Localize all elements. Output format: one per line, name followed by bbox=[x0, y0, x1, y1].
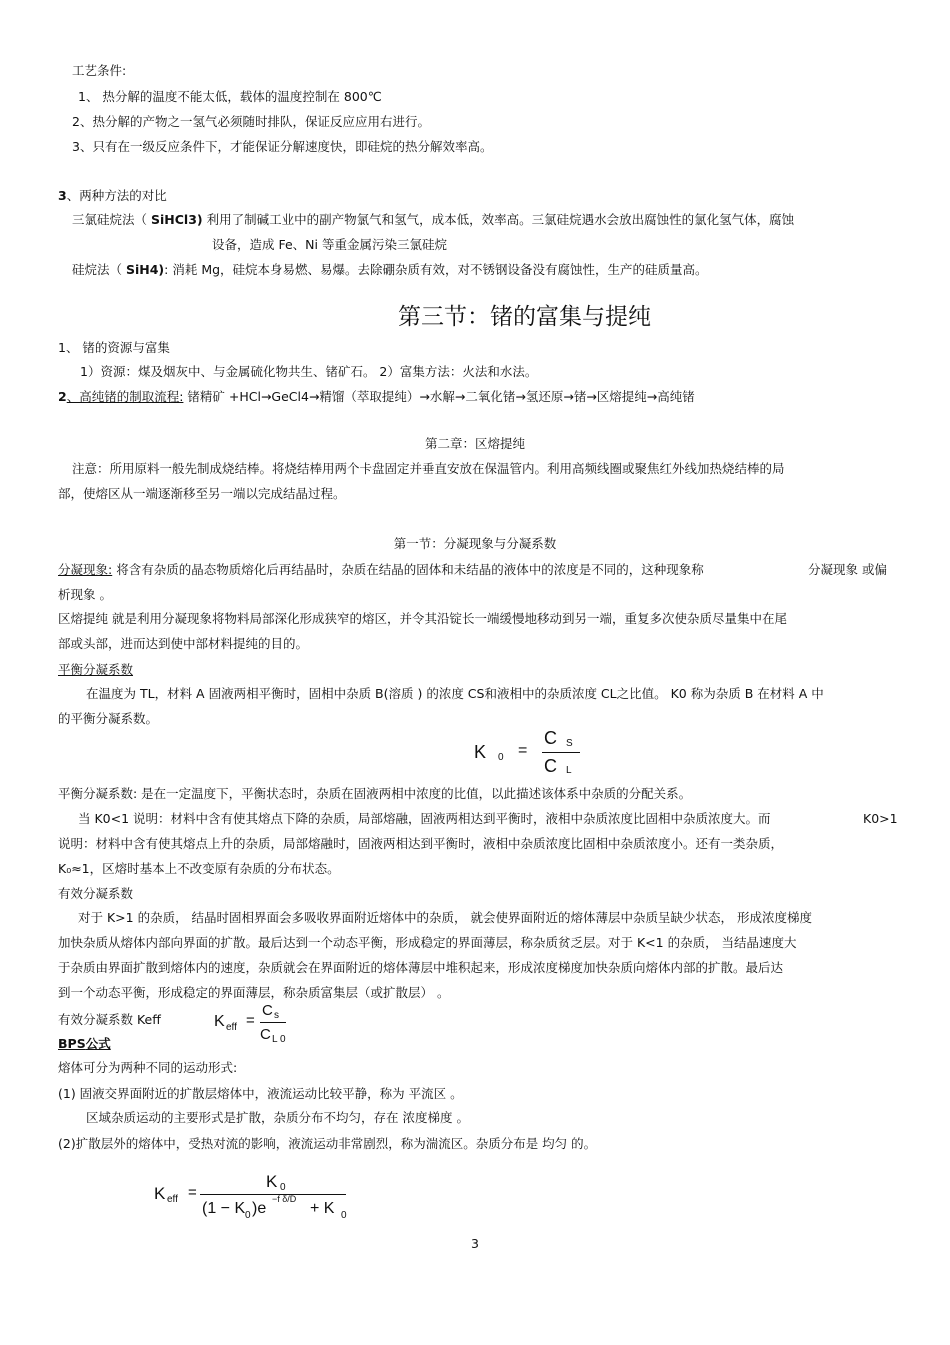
k0-approx-1: K₀≈1，区熔时基本上不改变原有杂质的分布状态。 bbox=[58, 861, 340, 876]
process-conditions-heading: 工艺条件: bbox=[72, 63, 127, 78]
condition-3: 3、只有在一级反应条件下，才能保证分解速度快，即硅烷的热分解效率高。 bbox=[72, 139, 493, 154]
high-purity-germanium-process: 2、高纯锗的制取流程: 锗精矿 +HCl→GeCl4→精馏（萃取提纯）→水解→二氧化锗→氢还原→锗→区熔提纯→高纯锗 bbox=[58, 389, 695, 404]
k0-formula: K 0 = C S C L bbox=[474, 728, 594, 778]
zone-refining-definition-cont: 部或头部，进而达到使中部材料提纯的目的。 bbox=[58, 636, 309, 651]
effective-coefficient-p4: 到一个动态平衡，形成稳定的界面薄层，称杂质富集层（或扩散层） 。 bbox=[58, 985, 450, 1000]
k0-greater-than-1-explanation: 说明：材料中含有使其熔点上升的杂质，局部熔融时，固液两相达到平衡时，液相中杂质浓度比固相中杂质浓度小。还有一类杂质， bbox=[58, 836, 784, 851]
effective-coefficient-p2: 加快杂质从熔体内部向界面的扩散。最后达到一个动态平衡，形成稳定的界面薄层，称杂质贫乏层。对于 K<1 的杂质， 当结晶速度大 bbox=[58, 935, 797, 950]
equilibrium-coefficient-heading: 平衡分凝系数 bbox=[58, 662, 134, 677]
note-paragraph-cont: 部，使熔区从一端逐渐移至另一端以完成结晶过程。 bbox=[58, 486, 346, 501]
bps-heading: BPS公式 bbox=[58, 1036, 111, 1051]
laminar-zone-cont: 区域杂质运动的主要形式是扩散，杂质分布不均匀，存在 浓度梯度 。 bbox=[86, 1110, 469, 1125]
keff-label: 有效分凝系数 Keff bbox=[58, 1012, 161, 1027]
keff-formula: K eff = C s C L 0 bbox=[214, 1002, 286, 1045]
equilibrium-coefficient-explanation: 平衡分凝系数: 是在一定温度下，平衡状态时，杂质在固液两相中浓度的比值，以此描述该体系中杂质的分配关系。 bbox=[58, 786, 692, 801]
page-number: 3 bbox=[471, 1236, 479, 1251]
effective-coefficient-p1: 对于 K>1 的杂质， 结晶时固相界面会多吸收界面附近熔体中的杂质， 就会使界面附近的熔体薄层中杂质呈缺少状态， 形成浓度梯度 bbox=[78, 910, 812, 925]
subsection-title: 第一节：分凝现象与分凝系数 bbox=[393, 536, 557, 551]
section-title: 第三节：锗的富集与提纯 bbox=[398, 304, 651, 330]
equilibrium-coefficient-definition: 在温度为 TL，材料 A 固液两相平衡时，固相中杂质 B(溶质 ) 的浓度 CS和液相中的杂质浓度 CL之比值。 K0 称为杂质 B 在材料 A 中 bbox=[86, 686, 824, 701]
silane-method: 硅烷法（ SiH4): 消耗 Mg，硅烷本身易燃、易爆。去除硼杂质有效，对不锈钢设备没有腐蚀性，生产的硅质量高。 bbox=[72, 262, 708, 277]
k0-less-than-1: 当 K0<1 说明：材料中含有使其熔点下降的杂质，局部熔融，固液两相达到平衡时，液相中杂质浓度比固相中杂质浓度大。而 bbox=[78, 811, 771, 826]
trichlorosilane-method: 三氯硅烷法（ SiHCl3) 利用了制碱工业中的副产物氯气和氢气，成本低，效率高。三氯硅烷遇水会放出腐蚀性的氯化氢气体，腐蚀 bbox=[72, 212, 795, 227]
segregation-definition: 分凝现象: 将含有杂质的晶态物质熔化后再结晶时，杂质在结晶的固体和未结晶的液体中的浓度是不同的，这种现象称 bbox=[58, 562, 704, 577]
segregation-term: 分凝现象 或偏 bbox=[808, 562, 887, 577]
note-paragraph: 注意：所用原料一般先制成烧结棒。将烧结棒用两个卡盘固定并垂直安放在保温管内。利用高频线圈或聚焦红外线加热烧结棒的局 bbox=[72, 461, 785, 476]
bps-formula: K eff = K 0 (1 − K 0 )e −f δ/D + K 0 bbox=[154, 1172, 347, 1221]
turbulent-zone: (2)扩散层外的熔体中，受热对流的影响，液流运动非常剧烈，称为湍流区。杂质分布是 均匀 的。 bbox=[58, 1136, 597, 1151]
effective-coefficient-p3: 于杂质由界面扩散到熔体内的速度，杂质就会在界面附近的熔体薄层中堆积起来，形成浓度梯度加快杂质向熔体内部的扩散。最后达 bbox=[58, 960, 784, 975]
zone-refining-definition: 区熔提纯 就是利用分凝现象将物料局部深化形成狭窄的熔区，并令其沿锭长一端缓慢地移动到另一端，重复多次使杂质尽量集中在尾 bbox=[58, 611, 787, 626]
laminar-zone: (1) 固液交界面附近的扩散层熔体中，液流运动比较平静，称为 平流区 。 bbox=[58, 1086, 463, 1101]
segregation-definition-cont: 析现象 。 bbox=[58, 587, 112, 602]
equilibrium-coefficient-definition-cont: 的平衡分凝系数。 bbox=[58, 711, 159, 726]
germanium-resources-detail: 1）资源：煤及烟灰中、与金属硫化物共生、锗矿石。 2）富集方法：火法和水法。 bbox=[80, 364, 538, 379]
melt-motion-intro: 熔体可分为两种不同的运动形式: bbox=[58, 1060, 238, 1075]
trichlorosilane-method-cont: 设备，造成 Fe、Ni 等重金属污染三氯硅烷 bbox=[212, 237, 447, 252]
effective-coefficient-heading: 有效分凝系数 bbox=[58, 886, 134, 901]
chapter-title: 第二章：区熔提纯 bbox=[424, 436, 525, 451]
condition-1: 1、 热分解的温度不能太低，载体的温度控制在 800℃ bbox=[78, 89, 382, 104]
condition-2: 2、热分解的产物之一氢气必须随时排队，保证反应应用右进行。 bbox=[72, 114, 430, 129]
k0-greater-than-1: K0>1 bbox=[863, 811, 898, 826]
method-comparison-heading: 3、两种方法的对比 bbox=[58, 188, 167, 203]
germanium-resources-heading: 1、 锗的资源与富集 bbox=[58, 340, 170, 355]
